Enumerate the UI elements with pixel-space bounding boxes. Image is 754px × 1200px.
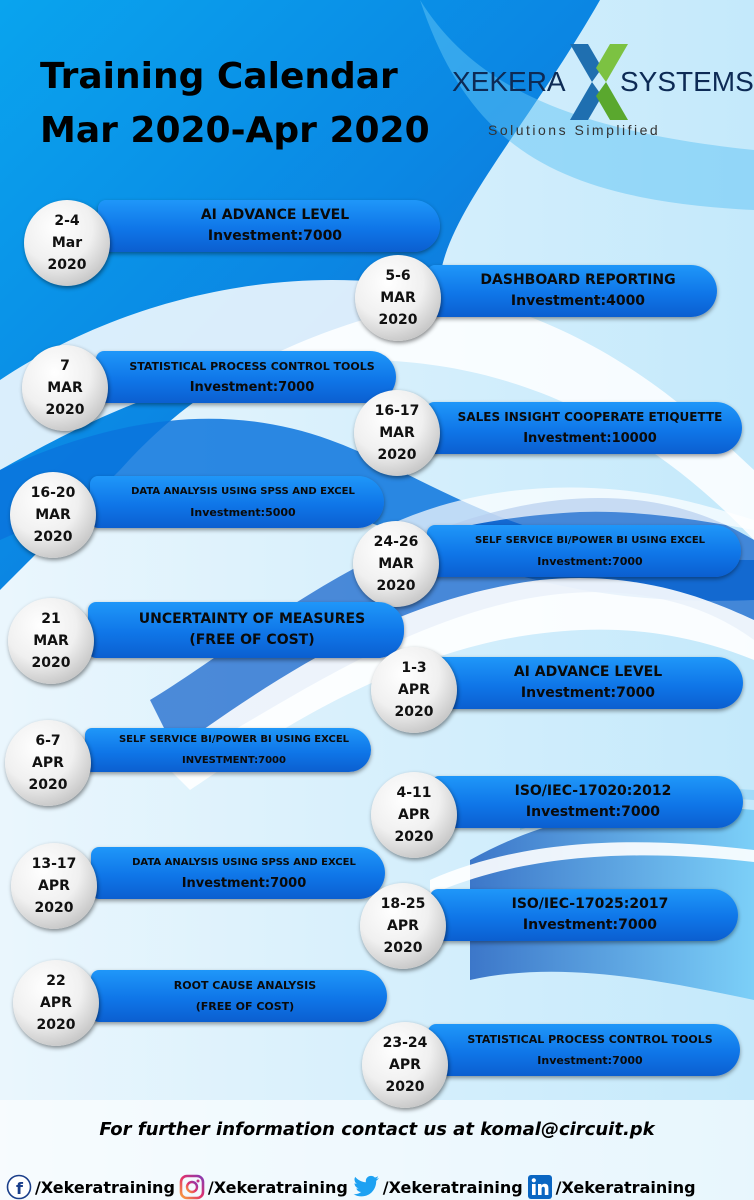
instagram-icon: [179, 1174, 205, 1200]
event-date-days: 16-20: [30, 485, 76, 501]
event-title: STATISTICAL PROCESS CONTROL TOOLS: [467, 1033, 713, 1046]
event-date-month: MAR: [47, 380, 83, 396]
event-banner: [85, 728, 371, 772]
event-title: SALES INSIGHT COOPERATE ETIQUETTE: [457, 410, 723, 424]
event-subtitle: Investment:7000: [525, 804, 661, 820]
event-date-month: Mar: [51, 235, 83, 251]
event-title: DATA ANALYSIS USING SPSS AND EXCEL: [132, 857, 356, 868]
event-banner: [421, 657, 743, 709]
event-date-days: 22: [46, 973, 66, 989]
event-date-badge: [8, 598, 94, 684]
event-date-year: 2020: [376, 578, 416, 594]
event-date-year: 2020: [28, 777, 68, 793]
twitter-handle[interactable]: /Xekeratraining: [382, 1177, 523, 1197]
event-title: AI ADVANCE LEVEL: [513, 664, 663, 680]
event-date-month: MAR: [35, 507, 71, 523]
event-date-month: MAR: [380, 290, 416, 306]
title-line-2: Mar 2020-Apr 2020: [40, 110, 430, 151]
event-banner: [96, 351, 396, 403]
event-date-month: APR: [38, 878, 70, 894]
event-title: UNCERTAINTY OF MEASURES: [138, 611, 366, 627]
event-date-days: 1-3: [401, 660, 427, 676]
facebook-icon: [6, 1174, 32, 1200]
event-date-year: 2020: [383, 940, 423, 956]
event-subtitle: Investment:7000: [189, 380, 315, 395]
event-subtitle: Investment:5000: [190, 506, 296, 519]
event-date-year: 2020: [377, 447, 417, 463]
twitter-link[interactable]: [352, 1175, 523, 1199]
event-date-badge: [353, 521, 439, 607]
event-date-badge: [10, 472, 96, 558]
event-date-days: 2-4: [54, 213, 80, 229]
logo-name-left: XEKERA: [452, 66, 566, 97]
title-line-1: Training Calendar: [40, 56, 398, 97]
event-date-days: 24-26: [373, 534, 419, 550]
event-date-badge: [371, 772, 457, 858]
event-banner: [98, 200, 440, 252]
event-subtitle: Investment:7000: [181, 876, 307, 891]
event-banner: [90, 476, 384, 528]
event-date-badge: [13, 960, 99, 1046]
event-date-year: 2020: [31, 655, 71, 671]
event-subtitle: Investment:10000: [523, 431, 657, 446]
event-subtitle: Investment:7000: [207, 228, 343, 244]
instagram-handle[interactable]: /Xekeratraining: [207, 1177, 348, 1197]
twitter-icon: [352, 1175, 380, 1199]
event-date-month: APR: [387, 918, 419, 934]
event-date-days: 7: [60, 358, 70, 374]
event-date-days: 18-25: [380, 896, 426, 912]
event-date-badge: [355, 255, 441, 341]
event-banner: [430, 889, 738, 941]
event-title: DASHBOARD REPORTING: [480, 272, 676, 288]
event-date-days: 23-24: [382, 1035, 428, 1051]
event-subtitle: Investment:4000: [510, 293, 646, 309]
event-date-month: MAR: [378, 556, 414, 572]
event-date-month: APR: [398, 807, 430, 823]
event-date-days: 16-17: [374, 403, 420, 419]
event-date-year: 2020: [34, 900, 74, 916]
event-banner: [91, 970, 387, 1022]
linkedin-icon: [527, 1174, 553, 1200]
event-banner: [426, 402, 742, 454]
event-date-year: 2020: [394, 704, 434, 720]
event-title: SELF SERVICE BI/POWER BI USING EXCEL: [118, 734, 350, 745]
event-subtitle: Investment:7000: [537, 1054, 643, 1067]
event-date-year: 2020: [33, 529, 73, 545]
event-date-month: APR: [40, 995, 72, 1011]
event-title: SELF SERVICE BI/POWER BI USING EXCEL: [474, 535, 706, 546]
event-subtitle: Investment:7000: [537, 555, 643, 568]
event-date-badge: [354, 390, 440, 476]
event-title: ISO/IEC-17020:2012: [514, 783, 672, 799]
event-banner: [91, 847, 385, 899]
event-date-days: 13-17: [31, 856, 77, 872]
event-date-month: APR: [32, 755, 64, 771]
event-subtitle: (FREE OF COST): [195, 1000, 295, 1013]
event-title: DATA ANALYSIS USING SPSS AND EXCEL: [131, 486, 355, 497]
event-banner: [427, 525, 741, 577]
event-banner: [88, 602, 404, 658]
event-date-month: MAR: [33, 633, 69, 649]
page-title: [40, 50, 430, 158]
logo-tagline: Solutions Simplified: [488, 122, 661, 138]
event-date-days: 6-7: [35, 733, 61, 749]
contact-line: For further information contact us at komal@circuit.pk: [99, 1119, 655, 1140]
logo-name-right: SYSTEMS: [620, 66, 754, 97]
event-date-badge: [371, 647, 457, 733]
event-date-badge: [11, 843, 97, 929]
event-date-days: 4-11: [396, 785, 432, 801]
event-date-month: MAR: [379, 425, 415, 441]
event-subtitle: INVESTMENT:7000: [182, 755, 286, 766]
event-date-badge: [24, 200, 110, 286]
event-banner: [427, 265, 717, 317]
event-date-year: 2020: [45, 402, 85, 418]
event-date-days: 5-6: [385, 268, 411, 284]
linkedin-handle[interactable]: /Xekeratraining: [555, 1177, 696, 1197]
event-title: ROOT CAUSE ANALYSIS: [173, 979, 317, 992]
instagram-link[interactable]: [179, 1174, 348, 1200]
svg-text:f: f: [16, 1179, 23, 1198]
event-date-month: APR: [389, 1057, 421, 1073]
event-subtitle: Investment:7000: [520, 685, 656, 701]
event-date-days: 21: [41, 611, 61, 627]
event-date-year: 2020: [36, 1017, 76, 1033]
event-banner: [428, 1024, 740, 1076]
event-date-badge: [5, 720, 91, 806]
event-date-badge: [362, 1022, 448, 1108]
facebook-link[interactable]: [6, 1174, 175, 1200]
event-date-month: APR: [398, 682, 430, 698]
linkedin-link[interactable]: [527, 1174, 696, 1200]
event-date-badge: [22, 345, 108, 431]
event-title: AI ADVANCE LEVEL: [200, 207, 350, 223]
social-links: [6, 1174, 754, 1200]
event-date-year: 2020: [394, 829, 434, 845]
event-subtitle: Investment:7000: [522, 917, 658, 933]
event-title: ISO/IEC-17025:2017: [511, 896, 669, 912]
event-date-year: 2020: [378, 312, 418, 328]
event-title: STATISTICAL PROCESS CONTROL TOOLS: [129, 360, 375, 373]
event-date-badge: [360, 883, 446, 969]
event-date-year: 2020: [385, 1079, 425, 1095]
event-subtitle: (FREE OF COST): [189, 632, 315, 648]
event-date-year: 2020: [47, 257, 87, 273]
facebook-handle[interactable]: /Xekeratraining: [35, 1177, 175, 1197]
company-logo: [448, 42, 754, 142]
event-banner: [431, 776, 743, 828]
